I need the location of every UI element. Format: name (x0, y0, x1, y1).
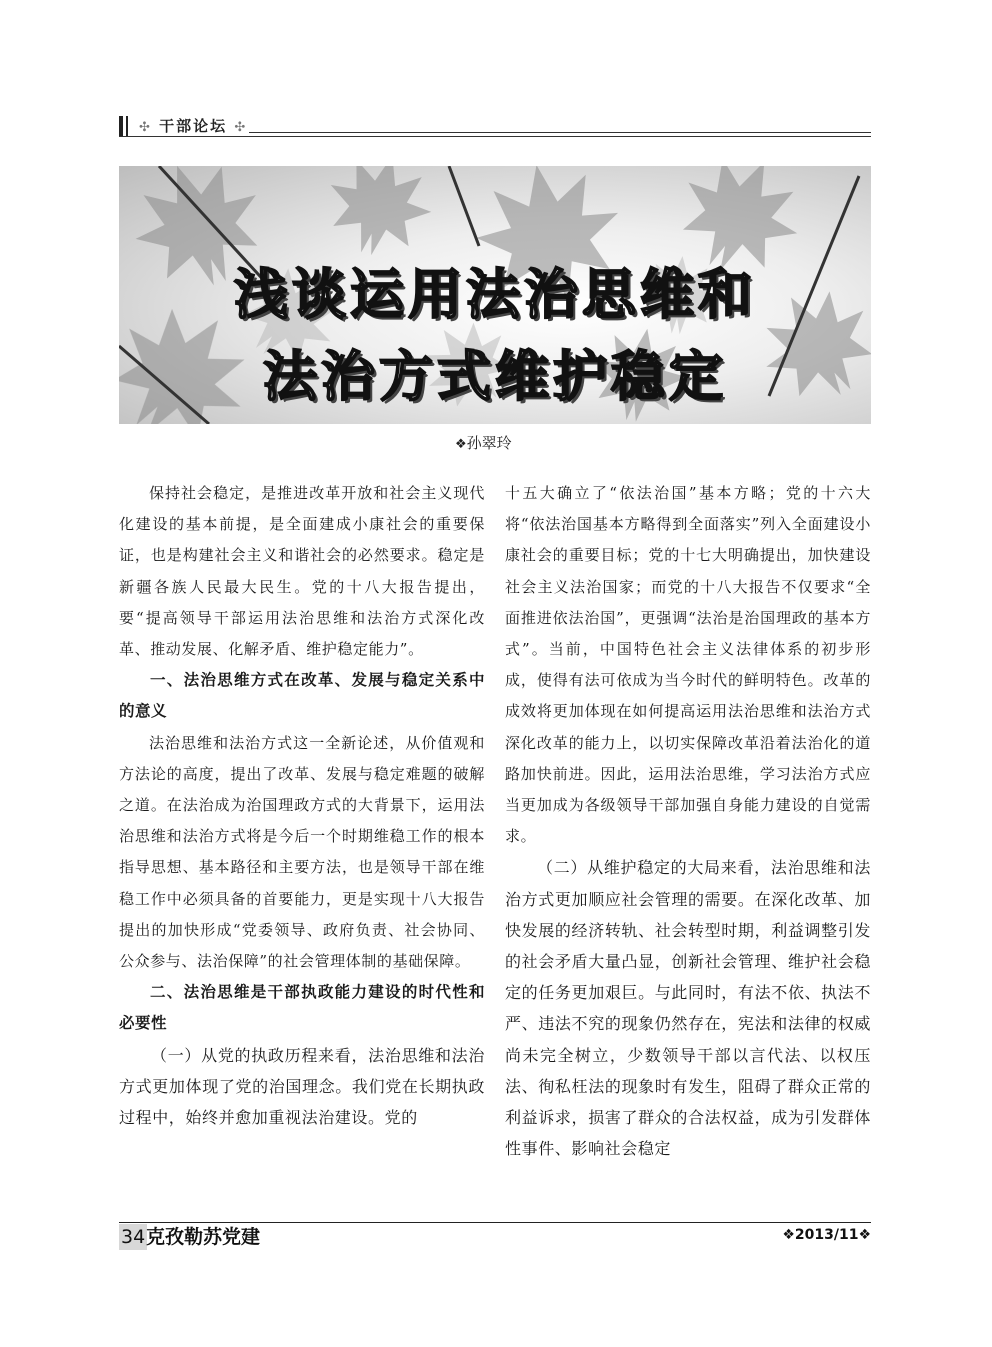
magazine-name: 克孜勒苏党建 (146, 1226, 261, 1248)
footer-rule (119, 1222, 871, 1223)
header-rule (249, 132, 871, 133)
section-title: 干部论坛 (159, 117, 228, 135)
issue-label: ❖2013/11❖ (782, 1227, 871, 1243)
header-bars-decoration (119, 116, 131, 136)
article-title-line1: 浅谈运用法治思维和 (234, 263, 756, 326)
header-rule-lower (119, 136, 871, 137)
paragraph-section-2-1: （一）从党的执政历程来看，法治思维和法治方式更加体现了党的治国理念。我们党在长期执政过程中，始终并愈加重视法治建设。党的 (119, 1045, 485, 1128)
diamond-icon: ❖ (455, 437, 467, 452)
paragraph-continued: 十五大确立了“依法治国”基本方略；党的十六大将“依法治国基本方略得到全面落实”列入全面建设小康社会的重要目标；党的十七大明确提出，加快建设社会主义法治国家；而党的十八大报告不仅要求“全面推进依法治国”，更强调“法治是治国理政的基本方式”。当前，中国特色社会主义法律体系的初步形成，使得有法可依成为当今时代的鲜明特色。改革的成效将更加体现在如何提高运用法治思维和法治方式深化改革的能力上，以切实保障改革沿着法治化的道路加快前进。因此，运用法治思维，学习法治方式应当更加成为各级领导干部加强自身能力建设的自觉需求。 (505, 484, 871, 846)
section-heading-1: 一、法治思维方式在改革、发展与稳定关系中的意义 (119, 671, 485, 721)
section-header (119, 114, 871, 138)
section-heading-2: 二、法治思维是干部执政能力建设的时代性和必要性 (119, 983, 485, 1033)
page-number: 34 (121, 1226, 146, 1248)
article-column-left (119, 478, 485, 1133)
ornament-left-icon: ✣ (139, 120, 152, 135)
ornament-right-icon: ✣ (234, 120, 248, 135)
author-byline (455, 432, 512, 453)
paragraph-section-1: 法治思维和法治方式这一全新论述，从价值观和方法论的高度，提出了改革、发展与稳定难题的破解之道。在法治成为治国理政方式的大背景下，运用法治思维和法治方式将是今后一个时期维稳工作的根本指导思想、基本路径和主要方法，也是领导干部在维稳工作中必须具备的首要能力，更是实现十八大报告提出的加快形成“党委领导、政府负责、社会协同、公众参与、法治保障”的社会管理体制的基础保障。 (119, 733, 485, 971)
author-name: 孙翠玲 (466, 434, 512, 452)
paragraph-section-2-2: （二）从维护稳定的大局来看，法治思维和法治方式更加顺应社会管理的需要。在深化改革、加快发展的经济转轨、社会转型时期，利益调整引发的社会矛盾大量凸显，创新社会管理、维护社会稳定的任务更加艰巨。与此同时，有法不依、执法不严、违法不究的现象仍然存在，宪法和法律的权威尚未完全树立，少数领导干部以言代法、以权压法、徇私枉法的现象时有发生，阻碍了群众正常的利益诉求，损害了群众的合法权益，成为引发群体性事件、影响社会稳定 (505, 858, 871, 1159)
section-label (139, 115, 247, 136)
article-title-line2: 法治方式维护稳定 (263, 345, 727, 408)
paragraph-intro: 保持社会稳定，是推进改革开放和社会主义现代化建设的基本前提，是全面建成小康社会的重要保证，也是构建社会主义和谐社会的必然要求。稳定是新疆各族人民最大民生。党的十八大报告提出，要“提高领导干部运用法治思维和法治方式深化改革、推动发展、化解矛盾、维护稳定能力”。 (119, 484, 485, 659)
article-column-right (505, 478, 871, 1164)
hero-banner (119, 166, 871, 424)
